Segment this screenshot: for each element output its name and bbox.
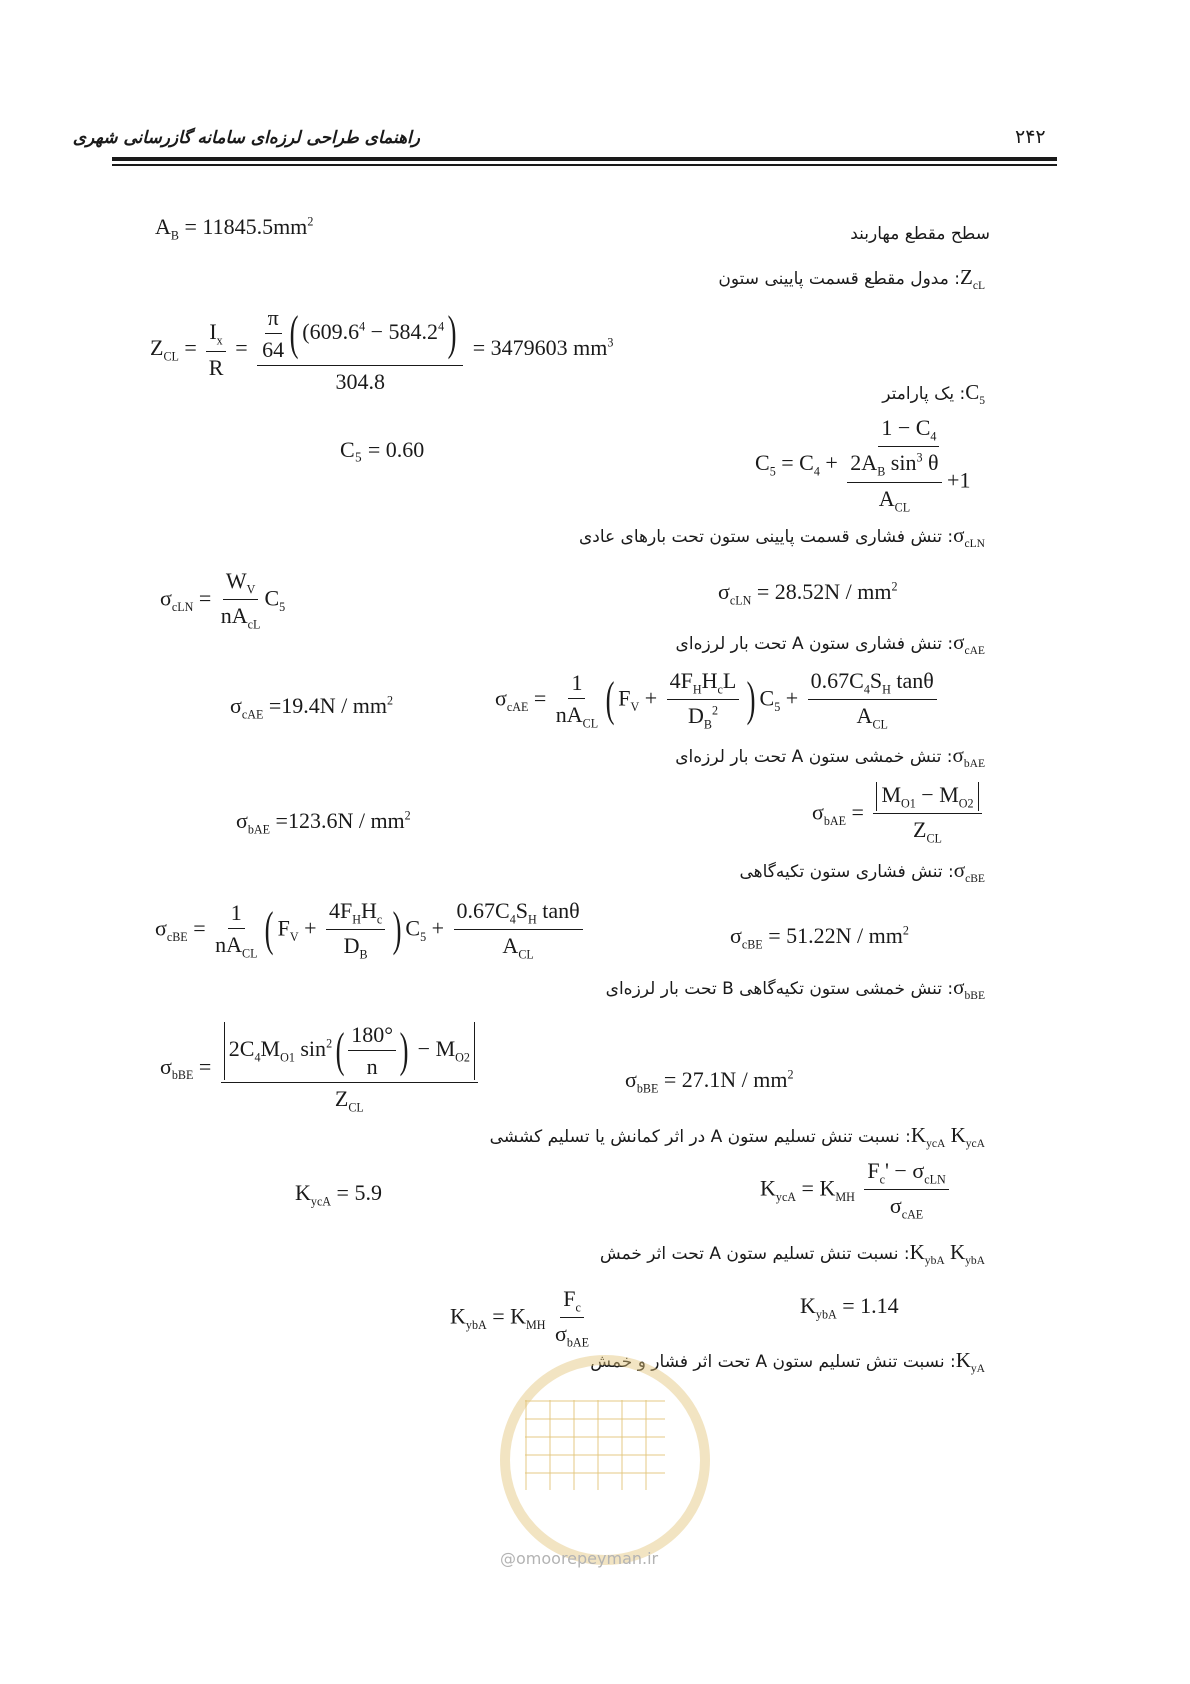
page-number: ۲۴۲ <box>1015 126 1046 148</box>
c5-description: $C_5$: یک پارامتر <box>882 380 985 408</box>
sigma-bae-value: $\sigma_{bAE} =123.6N / mm^2$ <box>236 808 411 837</box>
c5-formula: $C_5 = C_4$ + $1 - C_4$ $\frac{2A_B \sin^3 \theta}{A_{CL}}$ +1 <box>755 415 971 515</box>
header-rule-thin <box>112 164 1057 166</box>
kyba-formula: $K_{ybA} = K_{MH}$ $\frac{F_c}{\sigma_{bAE}}$ <box>450 1286 590 1350</box>
sigma-bbe-formula: $\sigma_{bBE}$ = $2C_4M_{O1}$ $\sin^2$( $\frac{180^\circ}{n}$ ) − $M_{O2}$ $Z_{CL}$ <box>160 1022 482 1115</box>
sigma-bae-description: $\sigma_{bAE}$: تنش خمشی ستون A تحت بار لرزه‌ای <box>675 743 985 771</box>
sigma-cbe-description: $\sigma_{cBE}$: تنش فشاری ستون تکیه‌گاهی <box>739 858 985 886</box>
c5-value: C₅ = 0.60 <box>340 437 425 462</box>
watermark-site: @omoorepeyman.ir <box>500 1549 659 1568</box>
sigma-cbe-formula: $\sigma_{cBE}$ = $\frac{1}{nA_{CL}}$ ( $F_V$ + $\frac{4F_HH_c}{D_B}$ ) $C_5$ + $\frac{0.67C_4S_H \tan\theta}{A_{CL}}$ <box>155 898 587 963</box>
ab-formula: $A_B = 11845.5mm^2$ <box>155 214 314 243</box>
running-header-title: راهنمای طراحی لرزه‌ای سامانه گازرسانی شهری <box>72 128 420 148</box>
sigma-cbe-value: $\sigma_{cBE} = 51.22N / mm^2$ <box>730 923 909 952</box>
kyca-description: $K_{ycA}$ $K_{ycA}$: نسبت تنش تسلیم ستون A در اثر کمانش یا تسلیم کششی <box>489 1123 985 1151</box>
sigma-cae-description: $\sigma_{cAE}$: تنش فشاری ستون A تحت بار لرزه‌ای <box>675 630 985 658</box>
kya-description: $K_{yA}$: نسبت تنش تسلیم ستون A تحت اثر فشار و خمش <box>590 1348 985 1376</box>
kyba-description: $K_{ybA}$ $K_{ybA}$: نسبت تنش تسلیم ستون A تحت اثر خمش <box>599 1240 985 1268</box>
sigma-cln-formula: $\sigma_{cLN}$ = $\frac{W_V}{nA_{cL}}$ $C_5$ <box>160 568 286 632</box>
kyca-value: $K_{ycA} = 5.9$ <box>295 1180 382 1209</box>
sigma-bbe-value: $\sigma_{bBE} = 27.1N / mm^2$ <box>625 1067 794 1096</box>
kyca-formula: $K_{ycA} = K_{MH}$ $\frac{F_c' - \sigma_{cLN}}{\sigma_{cAE}}$ <box>760 1158 953 1223</box>
zcl-formula: $Z_{CL}$ = $\frac{I_x}{R}$ = $\frac{\pi}{64}$ ( $(609.6^4 - 584.2^4)$ 304.8 = 3479603 $mm^3$ <box>150 305 614 394</box>
ab-description: سطح مقطع مهاربند <box>850 224 990 244</box>
sigma-cln-value: $\sigma_{cLN} = 28.52N / mm^2$ <box>718 579 898 608</box>
sigma-bbe-description: $\sigma_{bBE}$: تنش خمشی ستون تکیه‌گاهی B تحت بار لرزه‌ای <box>605 975 985 1003</box>
header-rule-thick <box>112 157 1057 161</box>
sigma-bae-formula: $\sigma_{bAE}$ = $\frac{M_{O1} - M_{O2}}{Z_{CL}}$ <box>812 782 986 847</box>
sigma-cae-formula: $\sigma_{cAE}$ = $\frac{1}{nA_{CL}}$ ( $F_V$ + $\frac{4F_HH_cL}{D_B^2}$ ) $C_5$ + $\frac{0.67C_4S_H \tan\theta}{A_{CL}}$ <box>495 668 941 733</box>
sigma-cln-description: $\sigma_{cLN}$: تنش فشاری قسمت پایینی ستون تحت بارهای عادی <box>578 523 985 551</box>
sigma-cae-value: $\sigma_{cAE} =19.4N / mm^2$ <box>230 693 394 722</box>
kyba-value: $K_{ybA} = 1.14$ <box>800 1293 899 1322</box>
zcl-description: $Z_{cL}$: مدول مقطع قسمت پایینی ستون <box>718 265 985 293</box>
watermark-grid-icon <box>525 1400 665 1490</box>
